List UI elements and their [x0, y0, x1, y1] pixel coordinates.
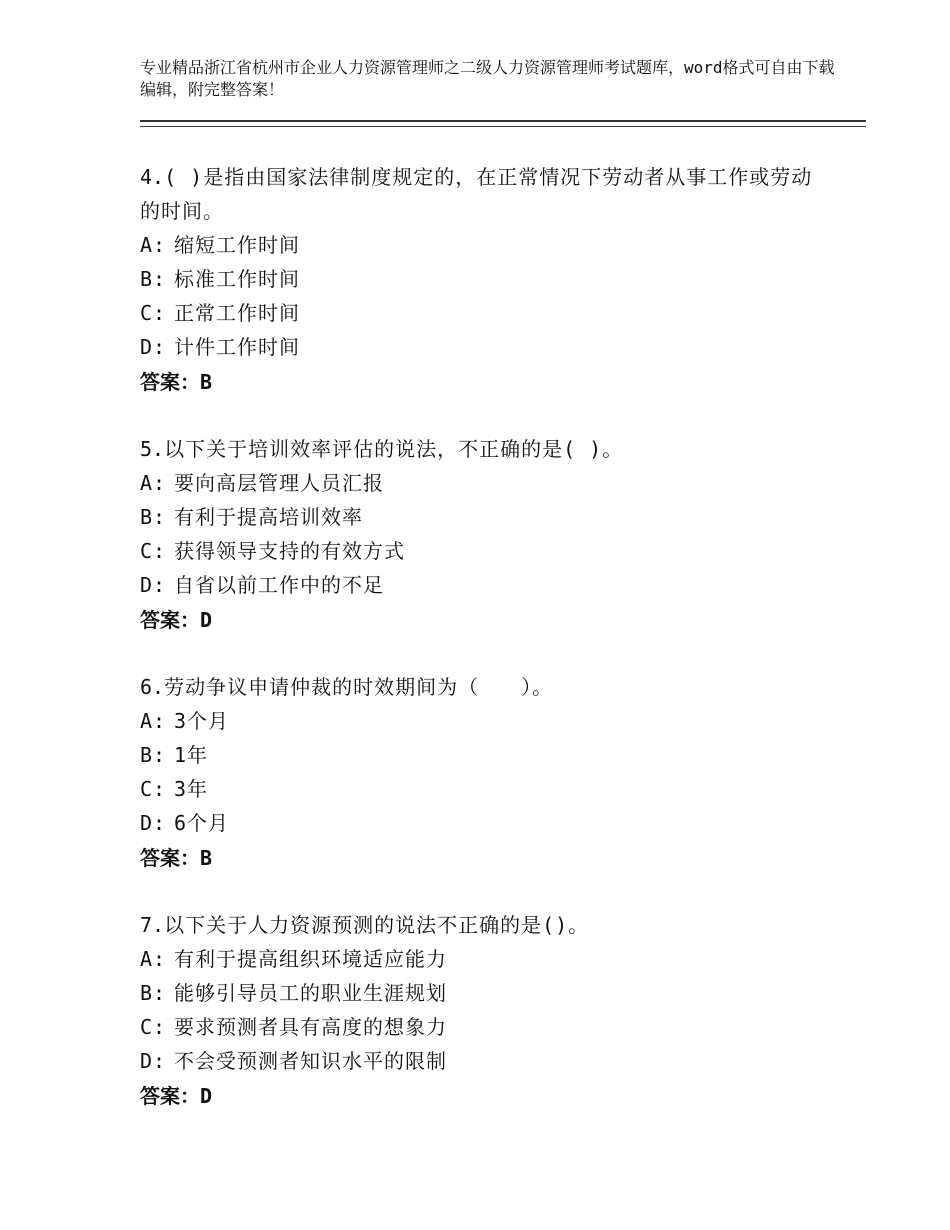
option-letter: D:	[140, 1049, 167, 1073]
option-c	[140, 772, 820, 806]
question-number: 7.	[140, 913, 165, 937]
question-stem	[140, 432, 820, 466]
question-6	[140, 670, 820, 876]
option-letter: D:	[140, 573, 167, 597]
question-text: 劳动争议申请仲裁的时效期间为（ ）。	[164, 675, 554, 699]
answer-line	[140, 364, 820, 400]
option-c	[140, 296, 820, 330]
option-text: 要求预测者具有高度的想象力	[174, 1015, 447, 1039]
answer-value: D	[200, 608, 213, 632]
option-letter: B:	[140, 267, 167, 291]
answer-label: 答案：	[140, 608, 200, 632]
option-text: 有利于提高组织环境适应能力	[174, 947, 447, 971]
option-text: 3年	[174, 777, 209, 801]
option-text: 要向高层管理人员汇报	[174, 471, 384, 495]
option-text: 不会受预测者知识水平的限制	[174, 1049, 447, 1073]
question-5	[140, 432, 820, 638]
option-a	[140, 942, 820, 976]
question-7	[140, 908, 820, 1114]
answer-label: 答案：	[140, 1084, 200, 1108]
option-letter: C:	[140, 777, 167, 801]
option-d	[140, 330, 820, 364]
answer-line	[140, 602, 820, 638]
question-stem	[140, 908, 820, 942]
document-header	[140, 57, 840, 101]
option-letter: C:	[140, 301, 167, 325]
option-d	[140, 568, 820, 602]
question-number: 4.	[140, 165, 165, 189]
answer-line	[140, 840, 820, 876]
answer-label: 答案：	[140, 370, 200, 394]
question-4	[140, 160, 820, 400]
option-a	[140, 466, 820, 500]
answer-value: B	[200, 846, 213, 870]
option-letter: C:	[140, 1015, 167, 1039]
option-text: 3个月	[174, 709, 230, 733]
option-text: 1年	[174, 743, 209, 767]
option-letter: B:	[140, 743, 167, 767]
option-text: 标准工作时间	[174, 267, 300, 291]
option-text: 获得领导支持的有效方式	[174, 539, 405, 563]
option-letter: D:	[140, 335, 167, 359]
option-c	[140, 1010, 820, 1044]
option-a	[140, 228, 820, 262]
question-text: 以下关于人力资源预测的说法不正确的是()。	[164, 913, 590, 937]
option-d	[140, 806, 820, 840]
option-b	[140, 976, 820, 1010]
option-letter: A:	[140, 709, 167, 733]
option-letter: A:	[140, 233, 167, 257]
header-divider	[140, 120, 866, 127]
question-stem	[140, 160, 820, 228]
question-number: 6.	[140, 675, 165, 699]
question-text: 以下关于培训效率评估的说法，不正确的是( )。	[164, 437, 624, 461]
question-number: 5.	[140, 437, 165, 461]
option-letter: C:	[140, 539, 167, 563]
option-b	[140, 262, 820, 296]
option-text: 计件工作时间	[174, 335, 300, 359]
answer-label: 答案：	[140, 846, 200, 870]
option-c	[140, 534, 820, 568]
option-text: 能够引导员工的职业生涯规划	[174, 981, 447, 1005]
option-text: 自省以前工作中的不足	[174, 573, 384, 597]
option-text: 缩短工作时间	[174, 233, 300, 257]
question-list	[140, 160, 820, 1146]
answer-value: B	[200, 370, 213, 394]
option-text: 6个月	[174, 811, 230, 835]
option-d	[140, 1044, 820, 1078]
question-text: ( )是指由国家法律制度规定的，在正常情况下劳动者从事工作或劳动的时间。	[140, 165, 813, 223]
option-text: 正常工作时间	[174, 301, 300, 325]
header-text: 专业精品浙江省杭州市企业人力资源管理师之二级人力资源管理师考试题库，word格式可自由下载编辑，附完整答案！	[140, 58, 835, 99]
option-letter: D:	[140, 811, 167, 835]
option-a	[140, 704, 820, 738]
option-letter: A:	[140, 471, 167, 495]
question-stem	[140, 670, 820, 704]
option-letter: B:	[140, 505, 167, 529]
option-b	[140, 738, 820, 772]
option-b	[140, 500, 820, 534]
answer-line	[140, 1078, 820, 1114]
option-text: 有利于提高培训效率	[174, 505, 363, 529]
option-letter: B:	[140, 981, 167, 1005]
option-letter: A:	[140, 947, 167, 971]
answer-value: D	[200, 1084, 213, 1108]
